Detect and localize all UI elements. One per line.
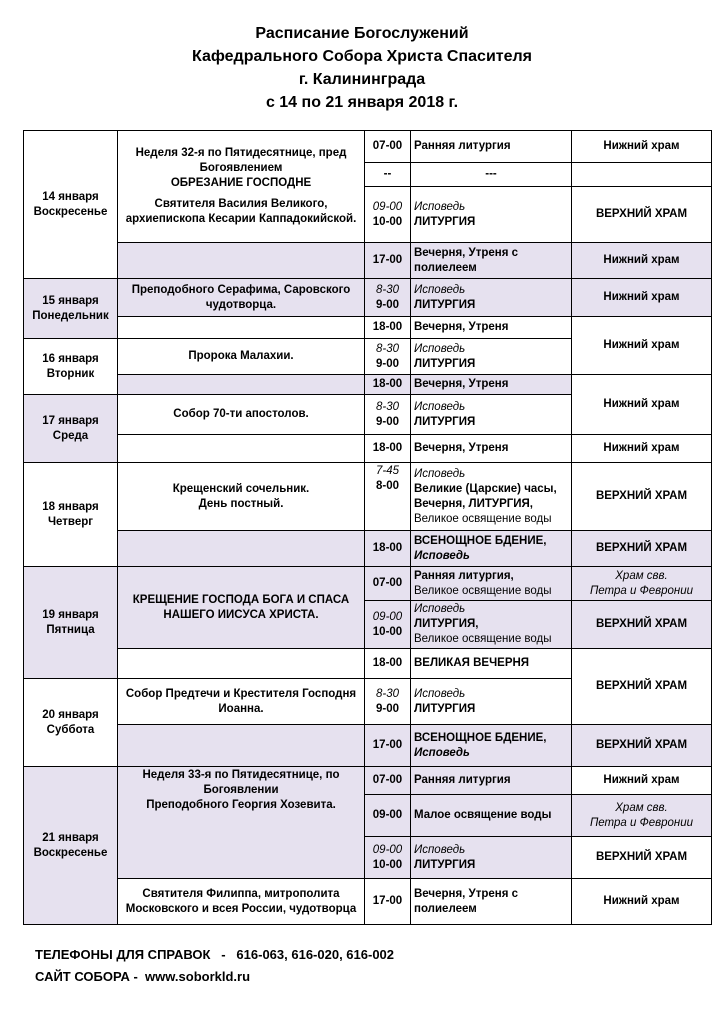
- table-row: [24, 279, 712, 317]
- event-cell: [118, 435, 365, 463]
- time-text: 18-00: [372, 542, 403, 554]
- time-text: 9-00: [375, 702, 400, 715]
- event-cell-20: [118, 679, 365, 725]
- day-weekday: Четверг: [47, 515, 94, 528]
- day-cell-15: [24, 279, 118, 339]
- event-cell: [118, 243, 365, 279]
- event-cell: [118, 725, 365, 767]
- time-text: 09-00: [372, 809, 403, 821]
- place-text: Нижний храм: [603, 442, 680, 454]
- time-cell: [365, 279, 411, 317]
- event-text: Святителя Василия Великого, архиепископа Кесарии Каппадокийской.: [125, 198, 357, 225]
- footer-site: САЙТ СОБОРА - www.soborkld.ru: [35, 969, 251, 984]
- table-row: [24, 725, 712, 767]
- table-row: [24, 531, 712, 567]
- time-text: 7-45: [375, 465, 400, 477]
- time-cell: [365, 767, 411, 795]
- place-text: ВЕРХНИЙ ХРАМ: [595, 618, 688, 630]
- time-cell: [365, 435, 411, 463]
- service-text: Вечерня, Утреня с полиелеем: [414, 887, 519, 915]
- place-cell: [572, 317, 712, 375]
- event-text: Пророка Малахии.: [188, 350, 294, 362]
- service-cell: [411, 837, 572, 879]
- place-text: Нижний храм: [603, 895, 680, 907]
- service-text: Исповедь: [414, 283, 466, 296]
- day-date: 14 января: [42, 190, 99, 203]
- time-text: 17-00: [372, 254, 403, 266]
- place-text: Нижний храм: [603, 398, 680, 410]
- service-text: ЛИТУРГИЯ: [414, 298, 476, 311]
- service-cell: [411, 279, 572, 317]
- service-cell: [411, 679, 572, 725]
- time-cell: [365, 795, 411, 837]
- schedule-table: [23, 130, 712, 925]
- service-text: Вечерня, Утреня с полиелеем: [414, 246, 519, 274]
- title-line-2: Кафедрального Собора Христа Спасителя: [191, 48, 533, 65]
- service-text: ЛИТУРГИЯ,: [414, 618, 479, 630]
- time-text: 18-00: [372, 378, 403, 390]
- event-text: Преподобного Серафима, Саровского чудотворца.: [131, 283, 351, 311]
- service-text: ВСЕНОЩНОЕ БДЕНИЕ,: [414, 534, 547, 547]
- day-cell-21: [24, 767, 118, 925]
- day-weekday: Суббота: [46, 723, 95, 736]
- time-text: 09-00: [372, 200, 403, 213]
- place-cell: [572, 463, 712, 531]
- time-cell: [365, 463, 411, 531]
- event-text: Неделя 32-я по Пятидесятнице, пред Богоявлением: [135, 147, 347, 174]
- place-text: ВЕРХНИЙ ХРАМ: [595, 542, 688, 554]
- time-cell: [365, 375, 411, 395]
- service-text: Вечерня, Утреня: [414, 442, 509, 454]
- service-text: Исповедь: [414, 467, 466, 480]
- event-text: Преподобного Георгия Хозевита.: [146, 799, 336, 811]
- title-line-3: г. Калининграда: [298, 71, 426, 88]
- footer-contacts: [35, 944, 394, 988]
- table-row: [24, 317, 712, 339]
- event-cell-16: [118, 339, 365, 375]
- time-cell: [365, 187, 411, 243]
- place-cell: [572, 879, 712, 925]
- time-text: 09-00: [372, 843, 403, 856]
- place-cell: [572, 725, 712, 767]
- service-text: ВЕЛИКАЯ ВЕЧЕРНЯ: [414, 657, 530, 669]
- place-cell: [572, 131, 712, 163]
- service-cell: [411, 601, 572, 649]
- time-cell: [365, 339, 411, 375]
- place-text: Нижний храм: [603, 140, 680, 152]
- title-line-4: с 14 по 21 января 2018 г.: [265, 94, 459, 111]
- service-cell: [411, 375, 572, 395]
- service-text: Великое освящение воды: [414, 633, 552, 645]
- place-cell: [572, 649, 712, 725]
- time-text: 8-00: [375, 480, 400, 492]
- place-text: Храм свв.: [615, 569, 668, 582]
- place-text: Петра и Февронии: [589, 584, 694, 597]
- table-row: [24, 567, 712, 601]
- place-text: Нижний храм: [603, 254, 680, 266]
- service-text: ЛИТУРГИЯ: [414, 415, 476, 428]
- event-text: День постный.: [198, 497, 284, 510]
- service-cell: [411, 163, 572, 187]
- table-row: [24, 375, 712, 395]
- place-text: ВЕРХНИЙ ХРАМ: [595, 739, 688, 751]
- day-cell-20: [24, 679, 118, 767]
- service-text: Великое освящение воды: [414, 584, 552, 597]
- footer-phones: ТЕЛЕФОНЫ ДЛЯ СПРАВОК - 616-063, 616-020, 616-002: [35, 947, 395, 962]
- time-cell: [365, 679, 411, 725]
- time-text: 10-00: [372, 215, 403, 228]
- time-text: 09-00: [372, 610, 403, 623]
- time-cell: [365, 725, 411, 767]
- event-text: КРЕЩЕНИЕ ГОСПОДА БОГА И СПАСА НАШЕГО ИИСУСА ХРИСТА.: [132, 593, 350, 621]
- service-cell: [411, 531, 572, 567]
- service-text: ЛИТУРГИЯ: [414, 702, 476, 715]
- service-cell: [411, 187, 572, 243]
- time-cell: [365, 317, 411, 339]
- place-cell: [572, 163, 712, 187]
- table-row: [24, 131, 712, 163]
- service-cell: [411, 463, 572, 531]
- place-text: ВЕРХНИЙ ХРАМ: [595, 680, 688, 692]
- service-cell: [411, 395, 572, 435]
- service-text: Исповедь: [414, 603, 466, 615]
- time-text: 18-00: [372, 321, 403, 333]
- time-text: 8-30: [375, 342, 400, 355]
- time-text: 07-00: [372, 140, 403, 152]
- service-text: ---: [485, 168, 497, 180]
- event-text: ОБРЕЗАНИЕ ГОСПОДНЕ: [170, 177, 312, 189]
- event-cell-18: [118, 463, 365, 531]
- service-cell: [411, 767, 572, 795]
- day-weekday: Среда: [52, 429, 89, 442]
- place-cell: [572, 567, 712, 601]
- service-text: Исповедь: [414, 200, 466, 213]
- service-text: Исповедь: [414, 342, 466, 355]
- service-text: Ранняя литургия,: [414, 569, 514, 582]
- place-cell: [572, 601, 712, 649]
- time-text: 8-30: [375, 687, 400, 700]
- time-cell: [365, 567, 411, 601]
- event-cell-21: [118, 767, 365, 879]
- service-text: Исповедь: [414, 843, 466, 856]
- place-cell: [572, 531, 712, 567]
- service-text: Малое освящение воды: [414, 809, 552, 821]
- day-cell-16: [24, 339, 118, 395]
- service-text: Ранняя литургия: [414, 774, 511, 786]
- day-date: 18 января: [42, 500, 99, 513]
- time-cell: [365, 879, 411, 925]
- place-text: ВЕРХНИЙ ХРАМ: [595, 851, 688, 863]
- event-cell-21b: [118, 879, 365, 925]
- time-text: 9-00: [375, 357, 400, 370]
- service-cell: [411, 317, 572, 339]
- day-date: 17 января: [42, 414, 99, 427]
- time-text: 07-00: [372, 774, 403, 786]
- time-text: 8-30: [375, 400, 400, 413]
- time-cell: [365, 837, 411, 879]
- time-text: 10-00: [372, 858, 403, 871]
- place-cell: [572, 837, 712, 879]
- table-row: [24, 879, 712, 925]
- place-text: Петра и Февронии: [589, 816, 694, 829]
- service-cell: [411, 567, 572, 601]
- time-cell: [365, 395, 411, 435]
- table-row: [24, 767, 712, 795]
- table-row: [24, 649, 712, 679]
- time-text: 9-00: [375, 415, 400, 428]
- day-date: 20 января: [42, 708, 99, 721]
- event-text: Неделя 33-я по Пятидесятнице, по Богоявлении: [142, 769, 340, 796]
- service-text: Исповедь: [414, 400, 466, 413]
- service-text: Исповедь: [414, 687, 466, 700]
- service-text: ЛИТУРГИЯ: [414, 858, 476, 871]
- time-cell: [365, 649, 411, 679]
- place-text: Храм свв.: [615, 801, 668, 814]
- time-text: 17-00: [372, 895, 403, 907]
- title-line-1: Расписание Богослужений: [255, 25, 469, 42]
- time-text: 10-00: [372, 625, 403, 638]
- table-row: [24, 463, 712, 531]
- time-cell: [365, 243, 411, 279]
- time-cell: [365, 131, 411, 163]
- day-cell-17: [24, 395, 118, 463]
- day-weekday: Пятница: [46, 623, 95, 636]
- service-text: Ранняя литургия: [414, 140, 511, 152]
- time-cell: [365, 531, 411, 567]
- table-row: [24, 243, 712, 279]
- event-cell-15: [118, 279, 365, 317]
- day-date: 19 января: [42, 608, 99, 621]
- event-text: Собор Предтечи и Крестителя Господня Иоанна.: [125, 687, 357, 715]
- time-text: 18-00: [372, 657, 403, 669]
- event-cell: [118, 649, 365, 679]
- document-title: [0, 22, 724, 114]
- place-text: Нижний храм: [603, 774, 680, 786]
- service-text: ЛИТУРГИЯ: [414, 215, 476, 228]
- day-cell-19: [24, 567, 118, 679]
- service-text: ЛИТУРГИЯ: [414, 357, 476, 370]
- event-cell-19: [118, 567, 365, 649]
- day-cell-14: [24, 131, 118, 279]
- day-weekday: Вторник: [46, 367, 95, 380]
- event-cell-17: [118, 395, 365, 435]
- event-cell: [118, 317, 365, 339]
- time-cell: [365, 163, 411, 187]
- place-text: ВЕРХНИЙ ХРАМ: [595, 490, 688, 502]
- service-text: Великие (Царские) часы,: [414, 482, 557, 495]
- day-weekday: Воскресенье: [33, 205, 108, 218]
- day-date: 21 января: [42, 831, 99, 844]
- place-cell: [572, 279, 712, 317]
- place-cell: [572, 767, 712, 795]
- service-text: Исповедь: [414, 549, 470, 562]
- service-cell: [411, 879, 572, 925]
- service-cell: [411, 649, 572, 679]
- service-text: Великое освящение воды: [414, 512, 552, 525]
- time-text: 17-00: [372, 739, 403, 751]
- service-text: Вечерня, ЛИТУРГИЯ,: [414, 497, 533, 510]
- place-cell: [572, 795, 712, 837]
- place-cell: [572, 187, 712, 243]
- day-cell-18: [24, 463, 118, 567]
- event-cell: [118, 531, 365, 567]
- place-cell: [572, 375, 712, 435]
- time-text: 07-00: [372, 577, 403, 589]
- day-date: 16 января: [42, 352, 99, 365]
- day-weekday: Воскресенье: [33, 846, 108, 859]
- event-cell-14: [118, 131, 365, 243]
- service-text: Вечерня, Утреня: [414, 378, 509, 390]
- day-weekday: Понедельник: [32, 309, 109, 322]
- service-text: Исповедь: [414, 746, 470, 759]
- table-row: [24, 435, 712, 463]
- event-text: Крещенский сочельник.: [172, 482, 310, 495]
- place-text: Нижний храм: [603, 291, 680, 303]
- service-text: ВСЕНОЩНОЕ БДЕНИЕ,: [414, 731, 547, 744]
- place-cell: [572, 243, 712, 279]
- service-text: Вечерня, Утреня: [414, 321, 509, 333]
- service-cell: [411, 339, 572, 375]
- service-cell: [411, 795, 572, 837]
- event-cell: [118, 375, 365, 395]
- place-text: Нижний храм: [603, 339, 680, 351]
- service-cell: [411, 243, 572, 279]
- place-cell: [572, 435, 712, 463]
- service-cell: [411, 131, 572, 163]
- service-cell: [411, 725, 572, 767]
- place-text: ВЕРХНИЙ ХРАМ: [595, 208, 688, 220]
- time-text: 8-30: [375, 283, 400, 296]
- time-text: --: [383, 168, 392, 180]
- event-text: Собор 70-ти апостолов.: [173, 408, 309, 420]
- day-date: 15 января: [42, 294, 99, 307]
- time-text: 9-00: [375, 298, 400, 311]
- time-cell: [365, 601, 411, 649]
- service-cell: [411, 435, 572, 463]
- event-text: Святителя Филиппа, митрополита Московского и всея России, чудотворца: [125, 887, 357, 915]
- time-text: 18-00: [372, 442, 403, 454]
